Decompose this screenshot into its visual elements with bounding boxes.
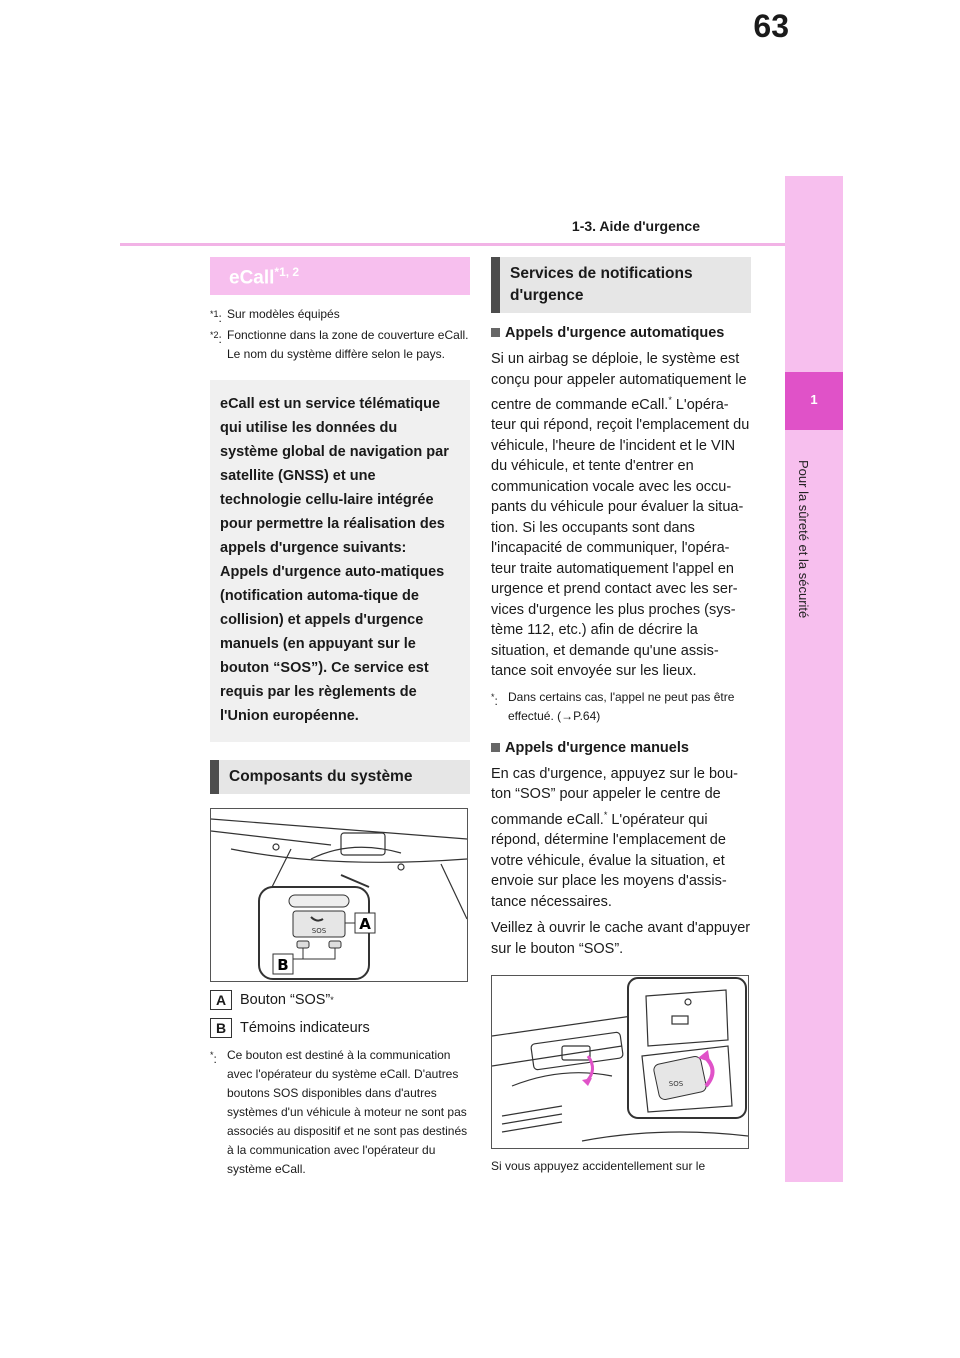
footnote-mark: *1 (210, 309, 219, 320)
footnote: $^{*2}$: Fonctionne dans la zone de couverture eCall. Le nom du système diffère selon le pays. (210, 328, 469, 362)
sos-cover-illustration (492, 976, 748, 1148)
manual-calls-heading-text: Appels d'urgence manuels (505, 739, 689, 756)
figure-label-a: A (359, 915, 371, 934)
chapter-label: Pour la sûreté et la sécurité (796, 460, 811, 619)
manual-calls-text-2: L'opérateur qui répond, détermine l'emplacement de votre véhicule, évalue la situation, et envoie sur place les moyens d'assis-tance nécessaires. (491, 811, 727, 910)
manual-calls-text-1: En cas d'urgence, appuyez sur le bou-ton “SOS” pour appeler le centre de commande eCall. (491, 765, 739, 828)
footnote: $^{*1}$: Sur modèles équipés (210, 307, 340, 326)
chapter-number: 1 (810, 392, 818, 407)
legend-item-b (210, 1018, 470, 1038)
chapter-side-tab (785, 176, 843, 1182)
chapter-number-tab (785, 372, 843, 430)
auto-calls-text (491, 349, 751, 682)
ecall-title-text: eCall (229, 267, 275, 289)
auto-calls-text-1: Si un airbag se déploie, le système est conçu pour appeler automatiquement le centre de commande eCall. (491, 351, 747, 413)
bullet-square-icon (491, 743, 500, 752)
figure-label-b: B (277, 956, 289, 975)
auto-calls-footnote: *: Dans certains cas, l'appel ne peut pas être effectué. (→P.64) (491, 689, 735, 723)
manual-calls-heading (491, 738, 751, 758)
manual-calls-sup: * (603, 809, 608, 820)
right-column (491, 257, 751, 1176)
legend-sup-a: * (330, 995, 334, 1006)
manual-calls-text (491, 764, 751, 912)
page-number: 63 (753, 8, 789, 44)
auto-footnote-text: Dans certains cas, l'appel ne peut pas être effectué. (→P.64) (508, 689, 735, 723)
sos-figure-text: SOS (311, 927, 327, 936)
auto-footnote-mark: * (491, 691, 495, 702)
sos-console-illustration (211, 809, 467, 981)
components-title: Composants du système (210, 760, 470, 794)
left-column (210, 257, 470, 1179)
legend-footnote: *: Ce bouton est destiné à la communication avec l'opérateur du système eCall. D'autres boutons SOS disponibles dans d'autres systèmes d'un véhicule à moteur ne sont pas associés au dispositif et ne sont pas destinés à la communication avec l'opérateur du système eCall. (210, 1048, 468, 1177)
auto-calls-sup: * (668, 395, 672, 405)
legend-text-b: Témoins indicateurs (240, 1020, 370, 1037)
bottom-text: Si vous appuyez accidentellement sur le (491, 1159, 706, 1174)
legend-footnote-mark: * (210, 1050, 214, 1061)
auto-calls-text-2: L'opéra-teur qui répond, reçoit l'emplacement du véhicule, l'heure de l'incident et le VIN du véhicule, et tente d'entrer en communication vocale avec les occu-pants du véhicule pour évaluer la situa-tion. Si les occupants sont dans l'incapacité de communiquer, l'opéra-teur traite automatiquement l'appel en urgence et prend contact avec les ser-vices d'urgence les plus proches (sys-tème 112, etc.) afin de décrire la situation, et demande qu'une assis-tance soit envoyée sur les lieux. (491, 396, 750, 680)
legend-item-a (210, 990, 470, 1010)
footnote-text: Sur modèles équipés (227, 307, 340, 322)
open-cover-text: Veillez à ouvrir le cache avant d'appuyer sur le bouton “SOS”. (491, 920, 751, 957)
bullet-square-icon (491, 328, 500, 337)
sos-button-figure (210, 808, 468, 982)
cover-figure-sos-text: SOS (668, 1080, 684, 1089)
footnote-text: Fonctionne dans la zone de couverture eCall. Le nom du système diffère selon le pays. (227, 328, 469, 362)
sos-cover-figure (491, 975, 749, 1149)
legend-text-a: Bouton “SOS” (240, 992, 331, 1009)
ecall-title-sup: *1, 2 (274, 265, 300, 279)
legend-footnote-text: Ce bouton est destiné à la communication avec l'opérateur du système eCall. D'autres boutons SOS disponibles dans d'autres systèmes d'un véhicule à moteur ne sont pas associés au dispositif et ne sont pas destinés à la communication avec l'opérateur du système eCall. (227, 1048, 468, 1177)
auto-calls-heading (491, 323, 751, 343)
header-rule (120, 243, 785, 246)
running-head: 1-3. Aide d'urgence (571, 218, 700, 234)
services-title: Services de notifications d'urgence (491, 257, 751, 313)
ecall-summary-box: eCall est un service télématique qui utilise les données du système global de navigation par satellite (GNSS) et une technologie cellu-laire intégrée pour permettre la réalisation des appels d'urgence suivants: Appels d'urgence auto-matiques (notification automa-tique de collision) et appels d'urgence manuels (en appuyant sur le bouton “SOS”). Ce service est requis par les règlements de l'Union européenne. (210, 380, 470, 742)
auto-calls-heading-text: Appels d'urgence automatiques (505, 325, 725, 341)
footnote-mark: *2 (210, 330, 219, 341)
legend-key-a: A (210, 990, 232, 1010)
legend-key-b: B (210, 1018, 232, 1038)
ecall-title (210, 257, 470, 295)
